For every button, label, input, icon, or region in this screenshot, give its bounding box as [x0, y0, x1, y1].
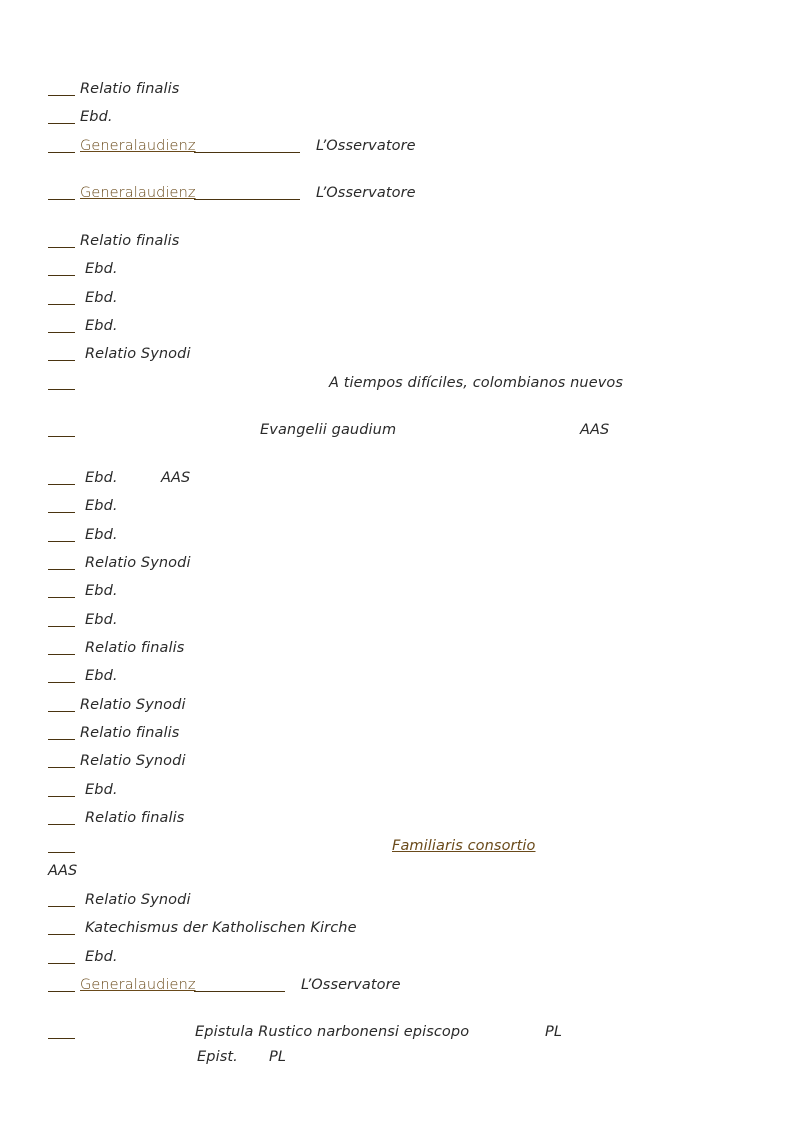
- footnote-blank: [48, 95, 75, 96]
- link-underline: [194, 152, 300, 153]
- footnote-blank: [48, 824, 75, 825]
- footnote-blank: [48, 569, 75, 570]
- footnote-text: Relatio finalis: [80, 81, 180, 97]
- footnote-text: Relatio Synodi: [85, 346, 191, 362]
- footnote-text: Relatio Synodi: [80, 697, 186, 713]
- footnote-text: Epistula Rustico narbonensi episcopo: [195, 1024, 470, 1040]
- footnote-blank: [48, 739, 75, 740]
- footnote-text: Ebd.: [85, 318, 118, 334]
- footnote-blank: [48, 332, 75, 333]
- footnote-source: AAS: [580, 422, 610, 438]
- footnote-blank: [48, 991, 75, 992]
- footnote-blank: [48, 152, 75, 153]
- generalaudienz-link[interactable]: Generalaudienz: [80, 185, 196, 201]
- footnote-text: Relatio finalis: [80, 725, 180, 741]
- footnote-blank: [48, 436, 75, 437]
- generalaudienz-link[interactable]: Generalaudienz: [80, 977, 196, 993]
- footnote-blank: [48, 484, 75, 485]
- footnote-blank: [48, 963, 75, 964]
- footnote-blank: [48, 796, 75, 797]
- footnote-blank: [48, 1038, 75, 1039]
- footnote-source: PL: [269, 1049, 287, 1065]
- link-underline: [194, 991, 285, 992]
- footnote-source: L’Osservatore: [301, 977, 401, 993]
- footnote-text: Ebd.: [80, 109, 113, 125]
- footnote-text: Ebd.: [85, 261, 118, 277]
- generalaudienz-link[interactable]: Generalaudienz: [80, 138, 196, 154]
- footnote-blank: [48, 934, 75, 935]
- footnote-blank: [48, 597, 75, 598]
- footnote-text: Ebd.: [85, 527, 118, 543]
- footnote-source: L’Osservatore: [316, 185, 416, 201]
- footnote-text: Epist.: [197, 1049, 238, 1065]
- footnote-text: Relatio Synodi: [85, 892, 191, 908]
- footnote-blank: [48, 199, 75, 200]
- footnote-text: Ebd.: [85, 470, 118, 486]
- familiaris-consortio-link[interactable]: Familiaris consortio: [392, 838, 536, 854]
- footnote-blank: [48, 626, 75, 627]
- footnote-text: Ebd.: [85, 583, 118, 599]
- footnote-text: Ebd.: [85, 949, 118, 965]
- footnote-blank: [48, 275, 75, 276]
- footnote-text: Relatio finalis: [80, 233, 180, 249]
- footnote-blank: [48, 512, 75, 513]
- footnote-text: Relatio finalis: [85, 640, 185, 656]
- footnote-blank: [48, 682, 75, 683]
- link-underline: [194, 199, 300, 200]
- footnote-source: AAS: [161, 470, 191, 486]
- footnote-text: Ebd.: [85, 612, 118, 628]
- footnote-text: Relatio finalis: [85, 810, 185, 826]
- footnote-text: Ebd.: [85, 290, 118, 306]
- footnote-blank: [48, 360, 75, 361]
- footnote-text: Ebd.: [85, 782, 118, 798]
- footnote-blank: [48, 654, 75, 655]
- footnote-blank: [48, 123, 75, 124]
- footnote-blank: [48, 247, 75, 248]
- footnote-text: Ebd.: [85, 668, 118, 684]
- footnote-blank: [48, 711, 75, 712]
- footnote-text: Katechismus der Katholischen Kirche: [85, 920, 357, 936]
- footnote-text: Evangelii gaudium: [260, 422, 397, 438]
- footnote-source: L’Osservatore: [316, 138, 416, 154]
- footnote-blank: [48, 389, 75, 390]
- footnote-source: AAS: [48, 863, 78, 879]
- footnote-text: Ebd.: [85, 498, 118, 514]
- footnote-blank: [48, 304, 75, 305]
- footnote-text: A tiempos difíciles, colombianos nuevos: [329, 375, 624, 391]
- footnote-blank: [48, 541, 75, 542]
- footnote-blank: [48, 852, 75, 853]
- footnote-text: Relatio Synodi: [85, 555, 191, 571]
- footnote-blank: [48, 767, 75, 768]
- footnote-blank: [48, 906, 75, 907]
- footnote-source: PL: [545, 1024, 563, 1040]
- footnote-text: Relatio Synodi: [80, 753, 186, 769]
